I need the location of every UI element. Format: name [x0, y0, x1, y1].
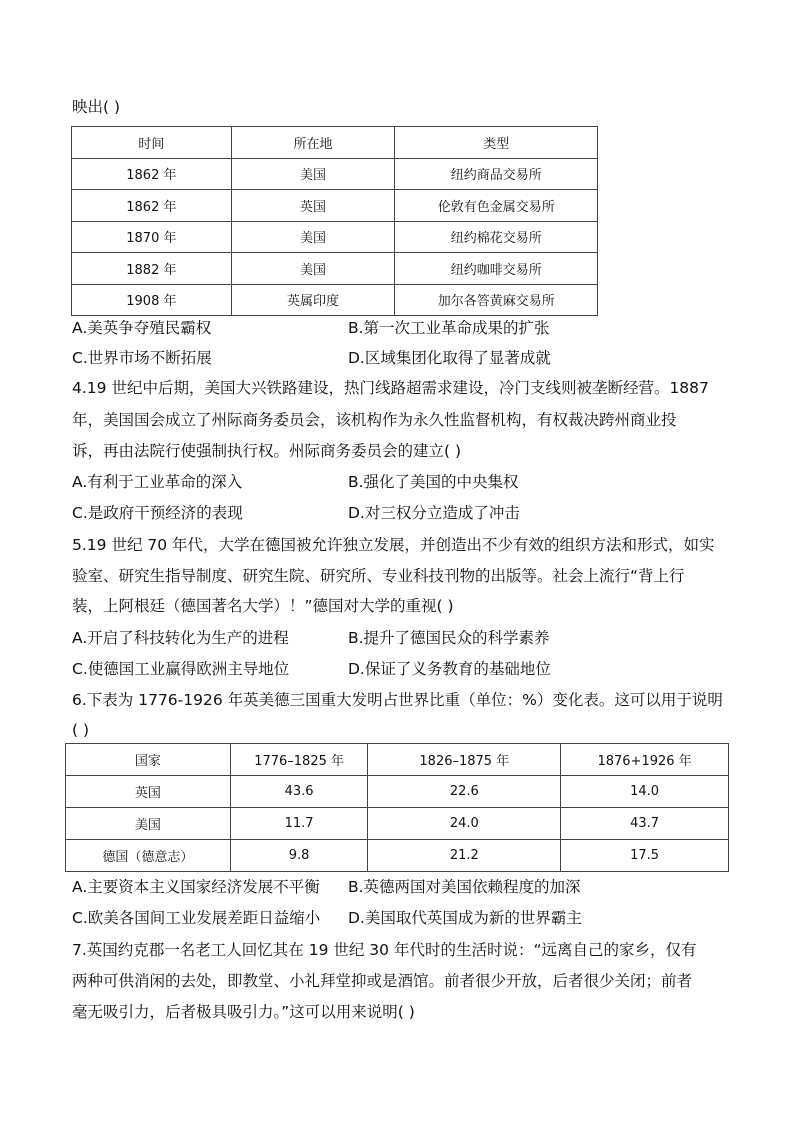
question-7-line: 两种可供消闲的去处，即教堂、小礼拜堂抑或是酒馆。前者很少开放，后者很少关闭；前者: [72, 972, 693, 990]
table-cell: 英国: [66, 776, 231, 808]
table-row: [72, 190, 598, 222]
table-cell: 1882 年: [72, 253, 232, 285]
question-7-line: 毫无吸引力，后者极具吸引力。”这可以用来说明( ): [72, 1003, 415, 1021]
option-a[interactable]: A.有利于工业革命的深入: [72, 473, 243, 491]
option-b[interactable]: B.强化了美国的中央集权: [348, 473, 519, 491]
option-a[interactable]: A.开启了科技转化为生产的进程: [72, 629, 289, 647]
question-6-line: ( ): [72, 721, 90, 739]
table-row: [72, 253, 598, 285]
question-5-line: 验室、研究生指导制度、研究生院、研究所、专业科技刊物的出版等。社会上流行“背上行: [72, 567, 685, 585]
exchange-table: [71, 126, 598, 316]
table-cell: 17.5: [561, 840, 729, 872]
table-cell: 英国: [231, 190, 395, 222]
table-cell: 21.2: [368, 840, 561, 872]
table-cell: 1870 年: [72, 221, 232, 253]
table-cell: 11.7: [230, 808, 368, 840]
table-cell: 加尔各答黄麻交易所: [395, 284, 598, 316]
option-b[interactable]: B.第一次工业革命成果的扩张: [348, 319, 550, 337]
table-row: [66, 808, 729, 840]
table-cell: 1862 年: [72, 190, 232, 222]
table-header-row: [66, 744, 729, 776]
question-5-line: 5.19 世纪 70 年代，大学在德国被允许独立发展，并创造出不少有效的组织方法和形式，如实: [72, 536, 715, 554]
q3-tail: 映出( ): [72, 98, 121, 116]
table-row: [66, 840, 729, 872]
table-cell: 美国: [231, 221, 395, 253]
table-row: [72, 221, 598, 253]
table-cell: 英属印度: [231, 284, 395, 316]
table-cell: 1908 年: [72, 284, 232, 316]
table-header-cell: 国家: [66, 744, 231, 776]
table-cell: 9.8: [230, 840, 368, 872]
table-cell: 纽约棉花交易所: [395, 221, 598, 253]
table-header-cell: 时间: [72, 127, 232, 159]
option-c[interactable]: C.是政府干预经济的表现: [72, 504, 243, 522]
question-6-line: 6.下表为 1776-1926 年英美德三国重大发明占世界比重（单位：%）变化表。这可以用于说明: [72, 691, 723, 709]
table-cell: 美国: [66, 808, 231, 840]
table-cell: 德国（德意志）: [66, 840, 231, 872]
option-d[interactable]: D.保证了义务教育的基础地位: [348, 660, 551, 678]
table-cell: 伦敦有色金属交易所: [395, 190, 598, 222]
invention-share-table: [65, 743, 729, 872]
question-5-line: 装，上阿根廷（德国著名大学）！”德国对大学的重视( ): [72, 597, 454, 615]
table-cell: 美国: [231, 253, 395, 285]
option-b[interactable]: B.提升了德国民众的科学素养: [348, 629, 550, 647]
option-d[interactable]: D.区域集团化取得了显著成就: [348, 349, 551, 367]
question-4-line: 4.19 世纪中后期，美国大兴铁路建设，热门线路超需求建设，冷门支线则被垄断经营。1887: [72, 379, 709, 397]
option-a[interactable]: A.美英争夺殖民霸权: [72, 319, 212, 337]
table-cell: 22.6: [368, 776, 561, 808]
table-cell: 美国: [231, 158, 395, 190]
table-row: [66, 776, 729, 808]
table-cell: 纽约咖啡交易所: [395, 253, 598, 285]
table-cell: 43.7: [561, 808, 729, 840]
table-cell: 24.0: [368, 808, 561, 840]
table-header-cell: 1776–1825 年: [230, 744, 368, 776]
option-c[interactable]: C.世界市场不断拓展: [72, 349, 212, 367]
question-7-line: 7.英国约克郡一名老工人回忆其在 19 世纪 30 年代时的生活时说：“远离自己的家乡，仅有: [72, 941, 697, 959]
table-cell: 14.0: [561, 776, 729, 808]
option-b[interactable]: B.英德两国对美国依赖程度的加深: [348, 878, 581, 896]
option-a[interactable]: A.主要资本主义国家经济发展不平衡: [72, 878, 320, 896]
table-cell: 纽约商品交易所: [395, 158, 598, 190]
option-d[interactable]: D.美国取代英国成为新的世界霸主: [348, 909, 582, 927]
table-header-row: [72, 127, 598, 159]
table-cell: 1862 年: [72, 158, 232, 190]
table-header-cell: 1826–1875 年: [368, 744, 561, 776]
table-row: [72, 284, 598, 316]
table-header-cell: 1876+1926 年: [561, 744, 729, 776]
question-4-line: 诉，再由法院行使强制执行权。州际商务委员会的建立( ): [72, 442, 462, 460]
table-cell: 43.6: [230, 776, 368, 808]
question-4-line: 年，美国国会成立了州际商务委员会，该机构作为永久性监督机构，有权裁决跨州商业投: [72, 411, 677, 429]
table-header-cell: 类型: [395, 127, 598, 159]
option-c[interactable]: C.使德国工业赢得欧洲主导地位: [72, 660, 290, 678]
option-d[interactable]: D.对三权分立造成了冲击: [348, 504, 520, 522]
table-header-cell: 所在地: [231, 127, 395, 159]
option-c[interactable]: C.欧美各国间工业发展差距日益缩小: [72, 909, 321, 927]
table-row: [72, 158, 598, 190]
